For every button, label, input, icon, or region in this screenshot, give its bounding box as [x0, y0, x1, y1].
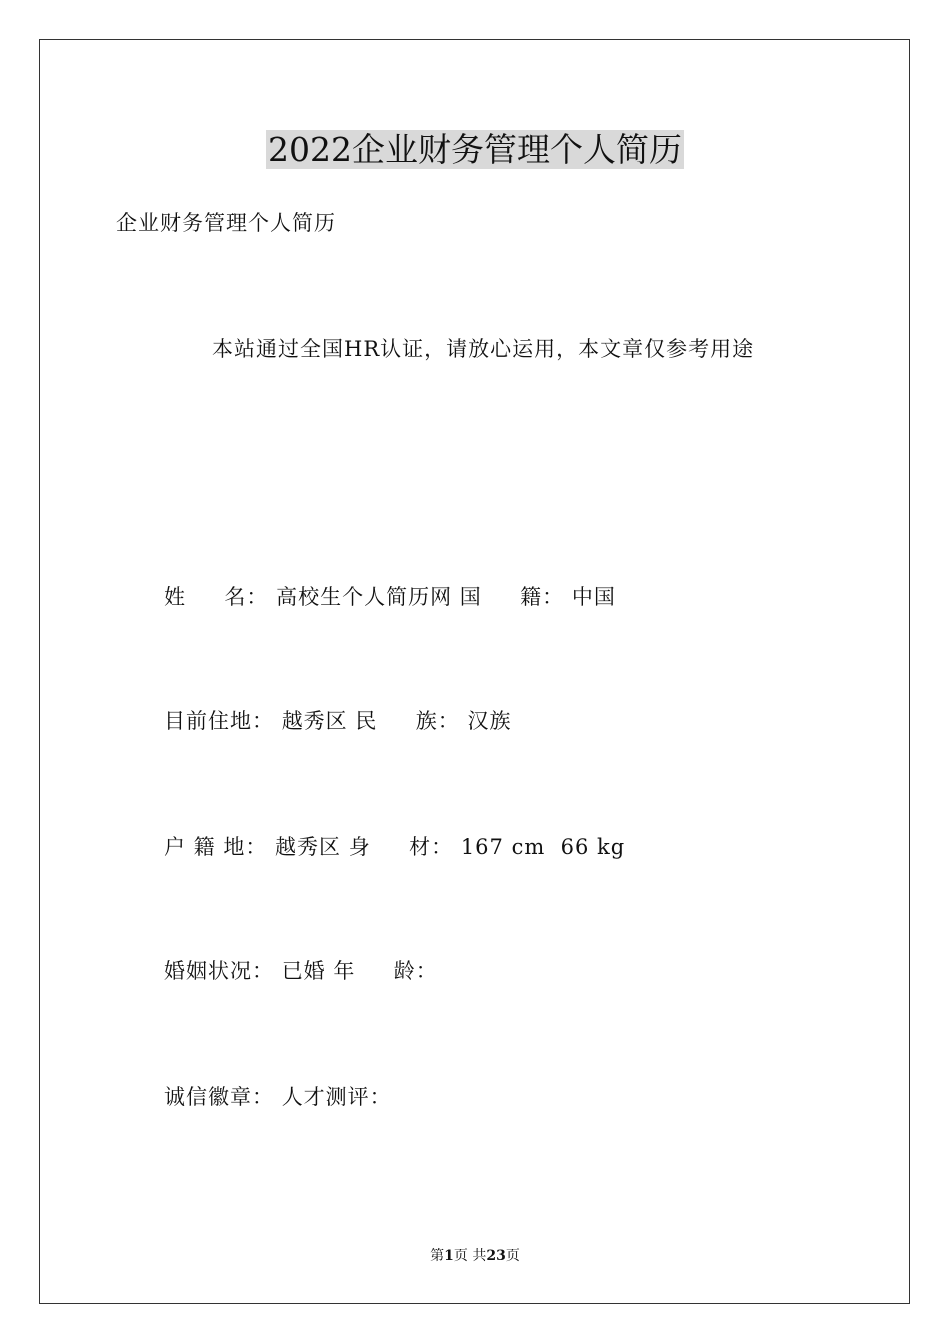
document-subtitle: 企业财务管理个人简历 [116, 211, 336, 235]
footer-page-mid: 页 共 [453, 1248, 487, 1264]
field-value-name: 高校生个人简历网 [276, 585, 453, 609]
resume-row-badge-assessment [164, 1082, 392, 1112]
field-label-marital: 婚姻状况： [164, 959, 274, 983]
resume-row-residence-ethnicity [164, 706, 511, 736]
field-value-build: 167 cm 66 kg [460, 835, 626, 859]
field-value-hukou: 越秀区 [275, 835, 342, 859]
resume-row-hukou-build [164, 832, 625, 862]
certification-notice: 本站通过全国HR认证，请放心运用，本文章仅参考用途 [212, 337, 755, 361]
footer-page-current: 1 [444, 1248, 454, 1264]
field-value-nationality: 中国 [571, 585, 616, 609]
field-label-hukou: 户 籍 地： [164, 835, 268, 859]
field-label-residence: 目前住地： [164, 709, 274, 733]
field-label-nationality: 国 籍： [459, 585, 565, 609]
footer-page-total: 23 [486, 1248, 506, 1264]
page-footer [0, 1246, 950, 1266]
field-label-assessment: 人才测评： [281, 1085, 392, 1109]
footer-page-suffix: 页 [505, 1248, 520, 1264]
field-value-ethnicity: 汉族 [467, 709, 512, 733]
field-label-age: 年 龄： [333, 959, 438, 983]
footer-page-prefix: 第 [430, 1248, 445, 1264]
resume-row-marital-age [164, 956, 438, 986]
field-label-ethnicity: 民 族： [355, 709, 460, 733]
field-label-build: 身 材： [348, 835, 454, 859]
field-label-badge: 诚信徽章： [164, 1085, 274, 1109]
document-title-text: 2022企业财务管理个人简历 [268, 130, 682, 169]
document-title [0, 128, 950, 172]
field-value-residence: 越秀区 [281, 709, 348, 733]
field-value-marital: 已婚 [281, 959, 326, 983]
resume-row-name-nationality [164, 582, 616, 612]
field-label-name: 姓 名： [164, 585, 269, 609]
